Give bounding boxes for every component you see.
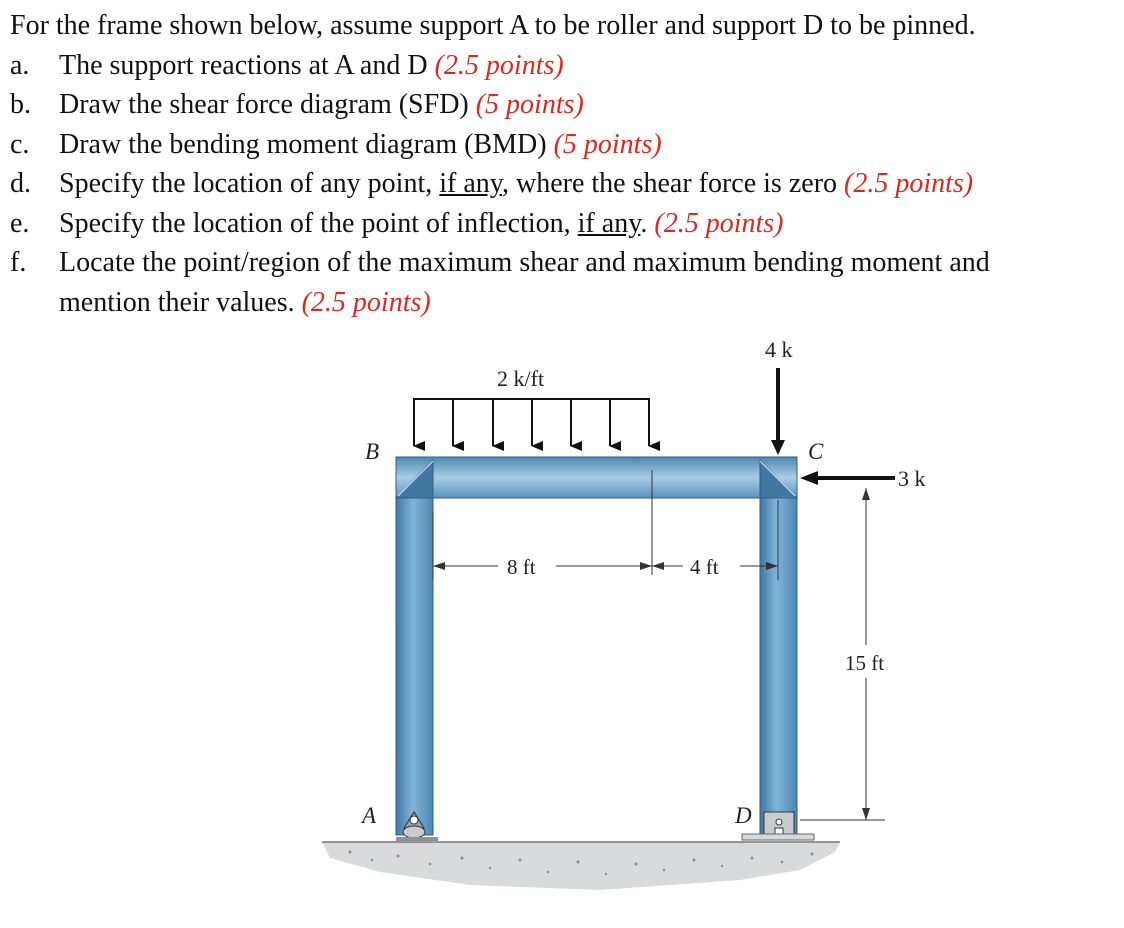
label-c: C xyxy=(808,439,824,464)
item-label: e. xyxy=(10,207,30,239)
beam-bc xyxy=(396,457,797,498)
item-text: Specify the location of the point of inflection, xyxy=(59,207,571,239)
item-text-post: . xyxy=(640,207,648,239)
column-ab xyxy=(396,460,433,835)
item-label: f. xyxy=(10,247,27,278)
item-text: mention their values. xyxy=(59,286,295,318)
question-intro: For the frame shown below, assume support A to be roller and support D to be pinned. xyxy=(10,10,976,41)
label-b: B xyxy=(365,439,380,464)
item-points: (2.5 points) xyxy=(434,49,564,81)
support-d-pin xyxy=(742,812,814,840)
item-text-post: , where the shear force is zero xyxy=(501,168,838,199)
item-label: b. xyxy=(10,89,31,120)
item-underline: if any xyxy=(577,207,641,239)
label-d: D xyxy=(735,803,752,828)
item-label: a. xyxy=(10,49,30,81)
dim-8ft: 8 ft xyxy=(507,555,536,579)
ground xyxy=(322,842,840,890)
item-points: (5 points) xyxy=(553,128,662,160)
item-points: (2.5 points) xyxy=(654,207,784,239)
item-underline: if any xyxy=(439,168,502,199)
item-label: c. xyxy=(10,128,30,160)
udl-label: 2 k/ft xyxy=(497,366,545,391)
item-label: d. xyxy=(10,168,31,199)
item-points: (2.5 points) xyxy=(844,168,974,199)
distributed-load xyxy=(413,399,650,446)
dim-15ft: 15 ft xyxy=(845,651,885,675)
label-a: A xyxy=(362,803,377,828)
item-points: (2.5 points) xyxy=(301,286,431,318)
item-text: Draw the shear force diagram (SFD) xyxy=(59,89,469,120)
dim-4ft: 4 ft xyxy=(690,555,719,579)
horizontal-load-label: 3 k xyxy=(898,466,926,491)
item-text: Specify the location of any point, xyxy=(59,168,433,199)
item-text: Draw the bending moment diagram (BMD) xyxy=(59,128,547,160)
item-text: Locate the point/region of the maximum shear and maximum bending moment and xyxy=(59,247,990,278)
item-points: (5 points) xyxy=(475,89,584,120)
point-load-label: 4 k xyxy=(765,337,793,362)
item-text: The support reactions at A and D xyxy=(59,49,428,81)
